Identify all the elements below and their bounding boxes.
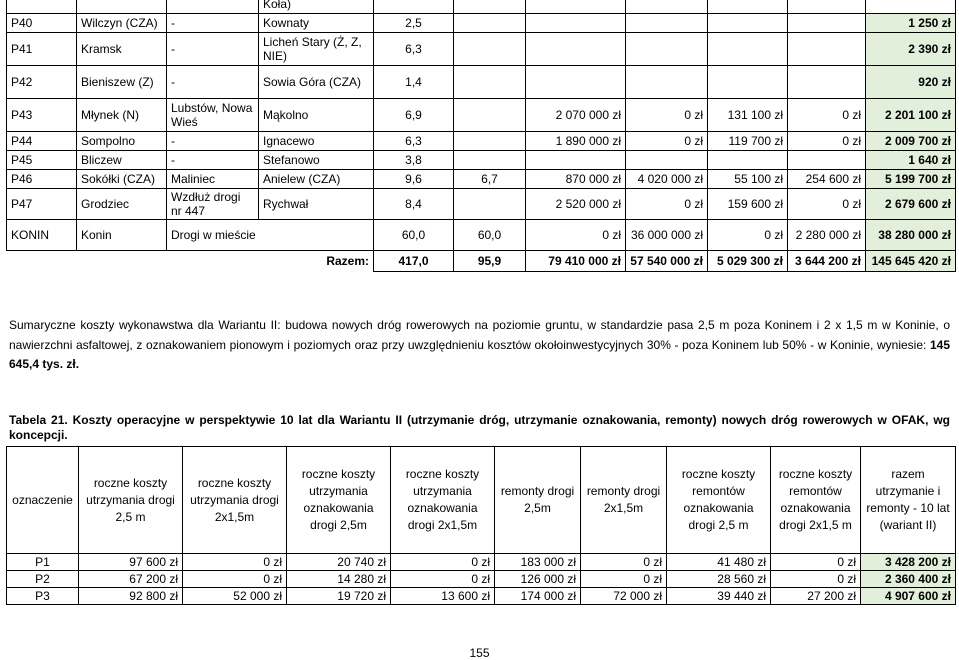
cell-fragment: Koła) xyxy=(259,0,374,14)
cell-total: 1 640 zł xyxy=(866,151,956,170)
cell-c3 xyxy=(708,33,788,66)
column-header: roczne koszty utrzymania oznakowania drogi 2,5m xyxy=(287,447,391,554)
cell-c1: 1 890 000 zł xyxy=(526,132,626,151)
sum-c3: 5 029 300 zł xyxy=(708,251,788,272)
cell-value: 39 440 zł xyxy=(667,588,771,605)
cell-len2 xyxy=(454,189,526,220)
cell-len1: 3,8 xyxy=(374,151,454,170)
cell-c3: 131 100 zł xyxy=(708,99,788,132)
cell-c4: 0 zł xyxy=(788,99,866,132)
cell-value: 4 907 600 zł xyxy=(861,588,956,605)
cell-c4 xyxy=(788,14,866,33)
cell-via: - xyxy=(167,151,259,170)
table-row xyxy=(7,132,956,151)
cell-len2 xyxy=(454,99,526,132)
cell-len1: 6,9 xyxy=(374,99,454,132)
cell-c2 xyxy=(626,151,708,170)
summary-paragraph xyxy=(9,316,950,375)
table-row xyxy=(7,588,956,605)
cell-id: P1 xyxy=(7,554,79,571)
cell-value: 19 720 zł xyxy=(287,588,391,605)
cell-value: 0 zł xyxy=(771,554,861,571)
cell-len2: 6,7 xyxy=(454,170,526,189)
cell-value: 52 000 zł xyxy=(183,588,287,605)
page-number: 155 xyxy=(469,646,490,660)
cell-value: 0 zł xyxy=(391,554,495,571)
cost-table-variant-2 xyxy=(6,0,956,272)
cell-value: 0 zł xyxy=(391,571,495,588)
cell-to: Ignacewo xyxy=(259,132,374,151)
cell-c2: 0 zł xyxy=(626,132,708,151)
cell-id: P46 xyxy=(7,170,77,189)
cell-value: 183 000 zł xyxy=(495,554,581,571)
table-row xyxy=(7,170,956,189)
cell-id: P45 xyxy=(7,151,77,170)
cell-c4 xyxy=(788,151,866,170)
cell-id: P47 xyxy=(7,189,77,220)
table-row xyxy=(7,189,956,220)
cell-via: Lubstów, Nowa Wieś xyxy=(167,99,259,132)
summary-text: Sumaryczne koszty wykonawstwa dla Wariantu II: budowa nowych dróg rowerowych na poziomie gruntu, w standardzie pasa 2,5 m poza Koninem i 2 x 1,5 m w Koninie, o nawierzchni asfaltowej, z oznakowaniem pionowym i poziomych oraz przy uwzględnieniu kosztów okołoinwestycyjnych 30% - poza Koninem lub 50% - w Koninie, wyniesie: xyxy=(9,318,950,352)
cell-id: P2 xyxy=(7,571,79,588)
cell-to: Stefanowo xyxy=(259,151,374,170)
cell-value: 67 200 zł xyxy=(79,571,183,588)
table-row xyxy=(7,14,956,33)
cell-id: P44 xyxy=(7,132,77,151)
cell-from: Sokółki (CZA) xyxy=(77,170,167,189)
cell-value: 0 zł xyxy=(581,554,667,571)
column-header: razem utrzymanie i remonty - 10 lat (wariant II) xyxy=(861,447,956,554)
cell-c2 xyxy=(626,33,708,66)
cell-value: 3 428 200 zł xyxy=(861,554,956,571)
empty-cell xyxy=(7,251,77,272)
cell-c2: 4 020 000 zł xyxy=(626,170,708,189)
cell-c2 xyxy=(626,66,708,99)
cell-via: Drogi w mieście xyxy=(167,220,374,251)
cell-c1: 0 zł xyxy=(526,220,626,251)
table-row xyxy=(7,151,956,170)
cell-len2 xyxy=(454,14,526,33)
cell-value: 2 360 400 zł xyxy=(861,571,956,588)
sum-len2: 95,9 xyxy=(454,251,526,272)
cell-c4 xyxy=(788,33,866,66)
cell-id: P41 xyxy=(7,33,77,66)
cell-c3 xyxy=(708,66,788,99)
cell-len1: 6,3 xyxy=(374,33,454,66)
cell-via: - xyxy=(167,66,259,99)
cell-value: 0 zł xyxy=(183,571,287,588)
cell-c4: 0 zł xyxy=(788,132,866,151)
cell-to: Sowia Góra (CZA) xyxy=(259,66,374,99)
table-row-fragment xyxy=(7,0,956,14)
cell-via: - xyxy=(167,14,259,33)
cell-to: Mąkolno xyxy=(259,99,374,132)
cell-c1: 2 520 000 zł xyxy=(526,189,626,220)
cell-c3: 119 700 zł xyxy=(708,132,788,151)
table-row xyxy=(7,554,956,571)
cell-len2 xyxy=(454,33,526,66)
cell-c2: 0 zł xyxy=(626,189,708,220)
cell-len1: 9,6 xyxy=(374,170,454,189)
cell-value: 174 000 zł xyxy=(495,588,581,605)
cell-c4: 2 280 000 zł xyxy=(788,220,866,251)
sum-c1: 79 410 000 zł xyxy=(526,251,626,272)
column-header: roczne koszty utrzymania drogi 2,5 m xyxy=(79,447,183,554)
cell-via: Maliniec xyxy=(167,170,259,189)
cell-value: 20 740 zł xyxy=(287,554,391,571)
cell-total: 2 201 100 zł xyxy=(866,99,956,132)
cell-len2 xyxy=(454,132,526,151)
cell-c4: 254 600 zł xyxy=(788,170,866,189)
cell-total: 38 280 000 zł xyxy=(866,220,956,251)
sum-total: 145 645 420 zł xyxy=(866,251,956,272)
cell-from: Kramsk xyxy=(77,33,167,66)
cell-total: 920 zł xyxy=(866,66,956,99)
cell-len1: 1,4 xyxy=(374,66,454,99)
cell-value: 72 000 zł xyxy=(581,588,667,605)
cell-c4: 0 zł xyxy=(788,189,866,220)
column-header: remonty drogi 2x1,5m xyxy=(581,447,667,554)
cell-via: Wzdłuż drogi nr 447 xyxy=(167,189,259,220)
cell-c3: 0 zł xyxy=(708,220,788,251)
cell-c2: 0 zł xyxy=(626,99,708,132)
cell-id: P40 xyxy=(7,14,77,33)
cell-c2: 36 000 000 zł xyxy=(626,220,708,251)
cell-value: 0 zł xyxy=(581,571,667,588)
cell-len1: 60,0 xyxy=(374,220,454,251)
cell-c3 xyxy=(708,14,788,33)
caption-label: Tabela 21. xyxy=(9,413,68,427)
cell-total: 2 390 zł xyxy=(866,33,956,66)
cell-from: Bliczew xyxy=(77,151,167,170)
header-row xyxy=(7,447,956,554)
cell-from: Wilczyn (CZA) xyxy=(77,14,167,33)
table-row-sum xyxy=(7,251,956,272)
sum-c4: 3 644 200 zł xyxy=(788,251,866,272)
cell-c1 xyxy=(526,14,626,33)
column-header: oznaczenie xyxy=(7,447,79,554)
cell-c3 xyxy=(708,151,788,170)
cell-via: - xyxy=(167,132,259,151)
cell-value: 13 600 zł xyxy=(391,588,495,605)
column-header: roczne koszty remontów oznakowania drogi 2x1,5 m xyxy=(771,447,861,554)
cell-from: Grodziec xyxy=(77,189,167,220)
cell-c3: 55 100 zł xyxy=(708,170,788,189)
cell-c1: 2 070 000 zł xyxy=(526,99,626,132)
cell-c1: 870 000 zł xyxy=(526,170,626,189)
cell-c2 xyxy=(626,14,708,33)
cell-len2 xyxy=(454,66,526,99)
table-row xyxy=(7,99,956,132)
table-row xyxy=(7,571,956,588)
cell-value: 0 zł xyxy=(771,571,861,588)
cell-from: Bieniszew (Z) xyxy=(77,66,167,99)
cell-value: 92 800 zł xyxy=(79,588,183,605)
cell-value: 27 200 zł xyxy=(771,588,861,605)
caption-text: Koszty operacyjne w perspektywie 10 lat dla Wariantu II (utrzymanie dróg, utrzymanie oznakowania, remonty) nowych dróg rowerowych w OFAK, wg koncepcji. xyxy=(9,413,950,442)
summary-value: 145 645,4 tys. zł. xyxy=(9,337,950,371)
cell-from: Konin xyxy=(77,220,167,251)
cell-total: 1 250 zł xyxy=(866,14,956,33)
table-row xyxy=(7,66,956,99)
cell-value: 41 480 zł xyxy=(667,554,771,571)
cell-id: P42 xyxy=(7,66,77,99)
column-header: roczne koszty utrzymania drogi 2x1,5m xyxy=(183,447,287,554)
sum-len1: 417,0 xyxy=(374,251,454,272)
cost-table-body xyxy=(7,0,956,272)
cell-total: 2 009 700 zł xyxy=(866,132,956,151)
cell-to: Anielew (CZA) xyxy=(259,170,374,189)
cell-c1 xyxy=(526,33,626,66)
sum-c2: 57 540 000 zł xyxy=(626,251,708,272)
cell-value: 97 600 zł xyxy=(79,554,183,571)
cell-len1: 8,4 xyxy=(374,189,454,220)
cell-to: Rychwał xyxy=(259,189,374,220)
cell-to: Licheń Stary (Ż, Z, NIE) xyxy=(259,33,374,66)
empty-cell xyxy=(77,251,167,272)
cell-via: - xyxy=(167,33,259,66)
cell-from: Młynek (N) xyxy=(77,99,167,132)
cell-id: KONIN xyxy=(7,220,77,251)
cell-id: P3 xyxy=(7,588,79,605)
cell-id: P43 xyxy=(7,99,77,132)
cell-len1: 2,5 xyxy=(374,14,454,33)
table-row xyxy=(7,220,956,251)
cell-from: Sompolno xyxy=(77,132,167,151)
table-row xyxy=(7,33,956,66)
cell-c1 xyxy=(526,151,626,170)
cell-c4 xyxy=(788,66,866,99)
column-header: roczne koszty remontów oznakowania drogi 2,5 m xyxy=(667,447,771,554)
cell-value: 28 560 zł xyxy=(667,571,771,588)
cell-value: 14 280 zł xyxy=(287,571,391,588)
empty-cell xyxy=(167,251,259,272)
column-header: roczne koszty utrzymania oznakowania drogi 2x1,5m xyxy=(391,447,495,554)
cell-c1 xyxy=(526,66,626,99)
column-header: remonty drogi 2,5m xyxy=(495,447,581,554)
cell-total: 5 199 700 zł xyxy=(866,170,956,189)
table-caption xyxy=(9,413,950,443)
operating-cost-table xyxy=(6,446,956,605)
cell-c3: 159 600 zł xyxy=(708,189,788,220)
cell-value: 126 000 zł xyxy=(495,571,581,588)
operating-cost-body xyxy=(7,447,956,605)
cell-len1: 6,3 xyxy=(374,132,454,151)
cell-value: 0 zł xyxy=(183,554,287,571)
sum-label: Razem: xyxy=(259,251,374,272)
cell-total: 2 679 600 zł xyxy=(866,189,956,220)
cell-len2: 60,0 xyxy=(454,220,526,251)
cell-to: Kownaty xyxy=(259,14,374,33)
cell-len2 xyxy=(454,151,526,170)
